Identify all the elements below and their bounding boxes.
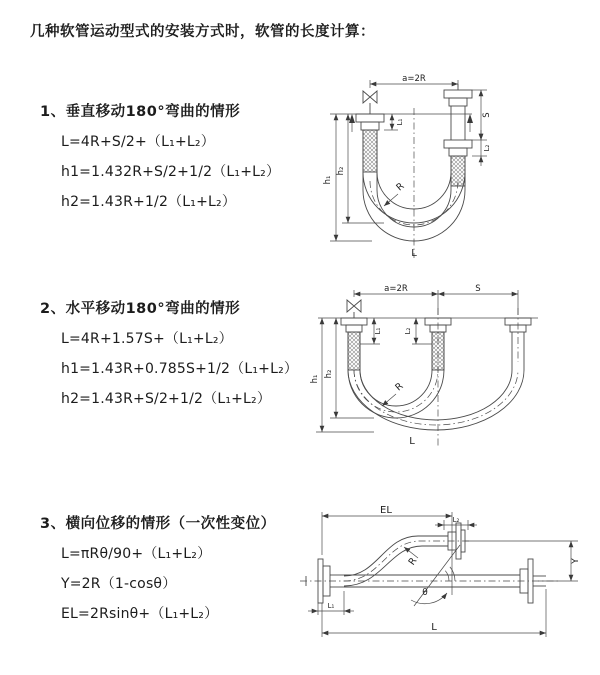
dim-label-radius: R bbox=[393, 380, 406, 394]
formula-line: L=πRθ/90+（L₁+L₂） bbox=[61, 546, 212, 562]
dim-label-y: Y bbox=[571, 558, 581, 564]
formula-line: L=4R+1.57S+（L₁+L₂） bbox=[61, 331, 233, 347]
hose-drawing bbox=[300, 523, 558, 606]
flange bbox=[346, 325, 362, 332]
construction-line bbox=[414, 545, 460, 606]
dim-label-radius: R bbox=[394, 180, 407, 194]
dim-label-length: L bbox=[409, 436, 415, 447]
diagram-vertical-move-180 bbox=[312, 70, 592, 262]
flange bbox=[449, 98, 467, 106]
hose-drawing bbox=[341, 300, 531, 446]
dim-label-l2: L₂ bbox=[483, 144, 491, 152]
hose-centerline-arc bbox=[370, 181, 458, 225]
flange bbox=[449, 148, 467, 156]
angle-arc bbox=[450, 567, 455, 581]
formula-line: h2=1.43R+S/2+1/2（L₁+L₂） bbox=[61, 391, 272, 407]
formula-line: h1=1.43R+0.785S+1/2（L₁+L₂） bbox=[61, 361, 299, 377]
dim-label-l2: L₂ bbox=[452, 516, 460, 524]
dim-label-length: L bbox=[431, 622, 437, 633]
page-title: 几种软管运动型式的安装方式时，软管的长度计算： bbox=[30, 24, 375, 40]
dim-label-s: S bbox=[482, 112, 492, 118]
dim-label-s: S bbox=[475, 284, 481, 294]
u-bend bbox=[348, 370, 524, 430]
radius-leader bbox=[382, 394, 396, 406]
dim-label-el: EL bbox=[380, 505, 392, 516]
diagram-horizontal-move-180 bbox=[308, 282, 598, 452]
dim-label-h2: h₂ bbox=[336, 166, 346, 176]
formula-line: h2=1.43R+1/2（L₁+L₂） bbox=[61, 194, 237, 210]
dim-label-span: a=2R bbox=[384, 284, 408, 294]
angle-arrow bbox=[411, 593, 447, 604]
formula-line: EL=2Rsinθ+（L₁+L₂） bbox=[61, 606, 219, 622]
flange bbox=[341, 318, 367, 325]
section-2 bbox=[40, 297, 310, 414]
angle-arc bbox=[445, 571, 449, 581]
diagram-lateral-displacement bbox=[298, 503, 600, 645]
dim-label-l1: L₁ bbox=[374, 327, 382, 335]
u-bend bbox=[360, 370, 512, 420]
flange bbox=[361, 122, 379, 130]
dim-label-l1: L₁ bbox=[396, 118, 404, 126]
s-curve-wall bbox=[344, 546, 448, 586]
formula-line: h1=1.432R+S/2+1/2（L₁+L₂） bbox=[61, 164, 281, 180]
flange bbox=[356, 114, 384, 122]
dim-label-h1: h₁ bbox=[310, 374, 320, 384]
flange bbox=[444, 140, 472, 148]
flange bbox=[444, 90, 472, 98]
dim-label-radius: R bbox=[406, 555, 420, 568]
braided-hose-section bbox=[363, 130, 377, 172]
dim-label-span: a=2R bbox=[402, 74, 426, 84]
hose-centerline-arc bbox=[354, 370, 518, 425]
dim-label-l1: L₁ bbox=[327, 602, 335, 610]
dim-label-theta: θ bbox=[422, 588, 428, 598]
dimension-labels bbox=[310, 284, 481, 447]
section-3 bbox=[40, 512, 310, 629]
section-1 bbox=[40, 100, 310, 217]
formula-line: L=4R+S/2+（L₁+L₂） bbox=[61, 134, 215, 150]
formula-line: Y=2R（1-cosθ） bbox=[61, 576, 177, 592]
section-2-heading: 2、水平移动180°弯曲的情形 bbox=[40, 301, 241, 317]
section-3-heading: 3、横向位移的情形（一次性变位） bbox=[40, 516, 276, 532]
section-1-heading: 1、垂直移动180°弯曲的情形 bbox=[40, 104, 241, 120]
movement-arrow bbox=[467, 114, 473, 123]
braided-hose-section bbox=[348, 332, 360, 370]
dim-label-l2: L₂ bbox=[404, 327, 412, 335]
valve-icon bbox=[347, 300, 361, 312]
valve-icon bbox=[363, 91, 377, 103]
hose-drawing bbox=[356, 84, 472, 258]
movement-arrow bbox=[349, 114, 355, 123]
dim-label-h2: h₂ bbox=[324, 369, 334, 379]
dimension-lines bbox=[308, 512, 578, 637]
dim-label-length: L bbox=[411, 248, 417, 259]
dim-label-h1: h₁ bbox=[323, 175, 333, 185]
flange bbox=[323, 566, 330, 596]
